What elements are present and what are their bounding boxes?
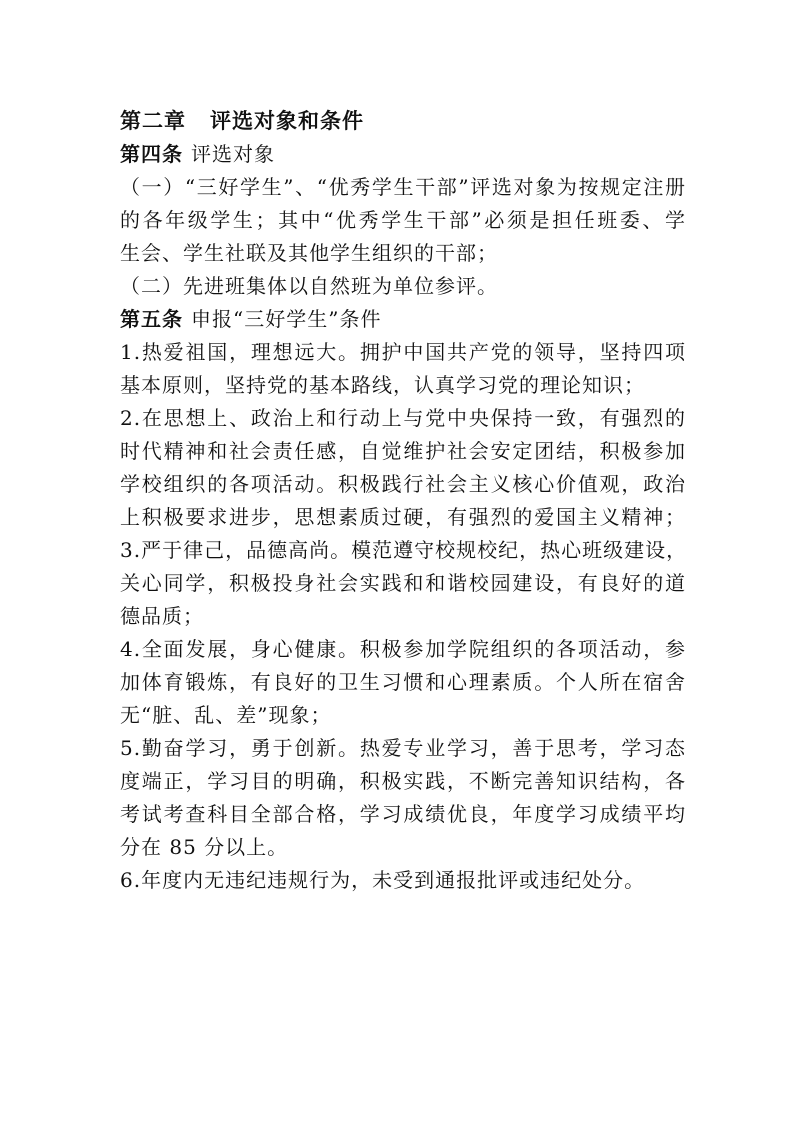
article-4-line: 的各年级学生；其中“优秀学生干部”必须是担任班委、学 bbox=[120, 208, 686, 232]
article-4-subject: 评选对象 bbox=[191, 142, 275, 166]
article-5-line: 分在 85 分以上。 bbox=[120, 835, 289, 859]
article-5-line: 3.严于律己，品德高尚。模范遵守校规校纪，热心班级建设， bbox=[120, 538, 688, 562]
chapter-title: 评选对象和条件 bbox=[210, 109, 364, 133]
article-5-line: 考试考查科目全部合格，学习成绩优良，年度学习成绩平均 bbox=[120, 802, 686, 826]
article-5-line: 6.年度内无违纪违规行为，未受到通报批评或违纪处分。 bbox=[120, 868, 646, 892]
article-5-line: 无“脏、乱、差”现象； bbox=[120, 703, 332, 727]
article-5-line: 德品质； bbox=[120, 604, 204, 628]
article-5-line: 学校组织的各项活动。积极践行社会主义核心价值观，政治 bbox=[120, 472, 686, 496]
article-5-line: 2.在思想上、政治上和行动上与党中央保持一致，有强烈的 bbox=[120, 406, 686, 430]
article-4-line: （一）“三好学生”、“优秀学生干部”评选对象为按规定注册 bbox=[120, 175, 686, 199]
article-5-line: 时代精神和社会责任感，自觉维护社会安定团结，积极参加 bbox=[120, 439, 686, 463]
article-4-heading bbox=[120, 138, 686, 171]
article-5-line: 5.勤奋学习，勇于创新。热爱专业学习，善于思考，学习态 bbox=[120, 736, 686, 760]
article-4-label: 第四条 bbox=[120, 142, 183, 166]
article-5-line: 4.全面发展，身心健康。积极参加学院组织的各项活动，参 bbox=[120, 637, 686, 661]
document-page bbox=[120, 104, 686, 897]
article-5-heading bbox=[120, 303, 686, 336]
article-5-line: 加体育锻炼，有良好的卫生习惯和心理素质。个人所在宿舍 bbox=[120, 670, 686, 694]
article-5-line: 基本原则，坚持党的基本路线，认真学习党的理论知识； bbox=[120, 373, 645, 397]
chapter-label: 第二章 bbox=[120, 109, 186, 133]
article-5-label: 第五条 bbox=[120, 307, 183, 331]
article-5-line: 1.热爱祖国，理想远大。拥护中国共产党的领导，坚持四项 bbox=[120, 340, 686, 364]
article-4-line: （二）先进班集体以自然班为单位参评。 bbox=[120, 274, 498, 298]
article-5-subject: 申报“三好学生”条件 bbox=[191, 307, 382, 331]
article-5-line: 上积极要求进步，思想素质过硬，有强烈的爱国主义精神； bbox=[120, 505, 686, 529]
chapter-heading bbox=[120, 104, 686, 138]
article-5-line: 度端正，学习目的明确，积极实践，不断完善知识结构，各 bbox=[120, 769, 686, 793]
article-4-line: 生会、学生社联及其他学生组织的干部； bbox=[120, 241, 498, 265]
article-5-line: 关心同学，积极投身社会实践和和谐校园建设，有良好的道 bbox=[120, 571, 686, 595]
